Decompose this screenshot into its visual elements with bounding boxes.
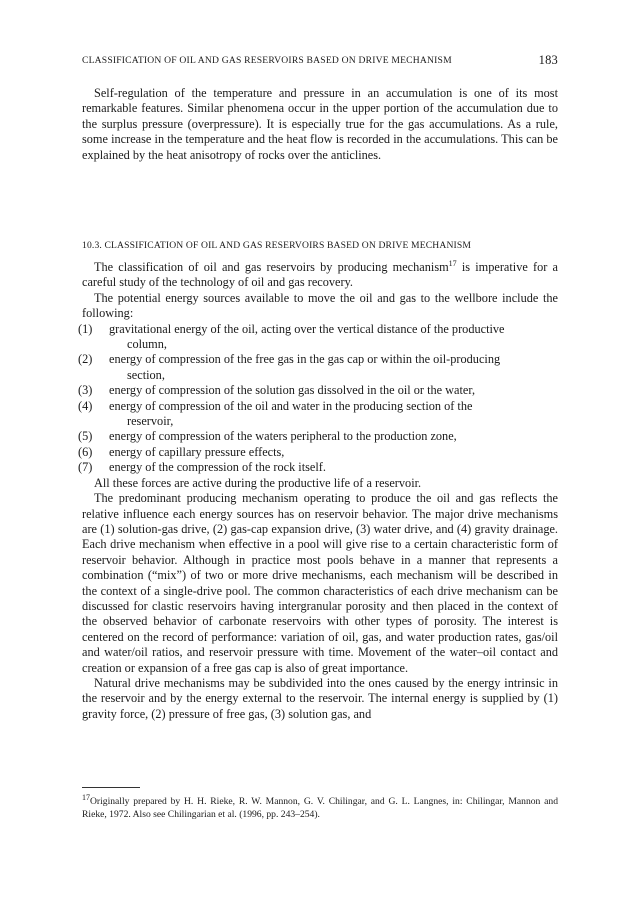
list-item-text: energy of compression of the oil and water in the producing section of the: [109, 398, 473, 413]
energy-source-list: [78, 321, 558, 476]
list-item-number: (3): [78, 383, 93, 398]
list-item-text: energy of the compression of the rock itself.: [109, 460, 326, 475]
footnote: [82, 792, 558, 821]
list-item-text: energy of compression of the free gas in the gas cap or within the oil-producing: [109, 352, 501, 367]
intro-section: [82, 86, 558, 163]
list-item: [78, 429, 558, 444]
list-item: [78, 398, 558, 430]
list-item-number: (5): [78, 429, 93, 444]
paragraph-2: The potential energy sources available to move the oil and gas to the wellbore include the following:: [82, 290, 558, 321]
list-item: [78, 460, 558, 475]
footnote-ref: 17: [448, 258, 457, 268]
list-item: [78, 383, 558, 398]
list-item-text: energy of capillary pressure effects,: [109, 444, 285, 459]
list-item-continuation: column,: [127, 337, 167, 352]
footnote-divider: [82, 787, 140, 788]
paragraph-1-rest: is imperative for a careful study of the technology of oil and gas recovery.: [82, 260, 558, 290]
paragraph-5: Natural drive mechanisms may be subdivided into the ones caused by the energy intrinsic in the reservoir and by the energy external to the reservoir. The internal energy is supplied by (1) gravity force, (2) pressure of free gas, (3) solution gas, and: [82, 675, 558, 721]
page-number: 183: [538, 53, 558, 67]
list-item-number: (6): [78, 444, 93, 459]
list-item-number: (7): [78, 460, 93, 475]
paragraph-1-text: The classification of oil and gas reservoirs by producing mechanism: [94, 260, 449, 274]
section-heading: 10.3. CLASSIFICATION OF OIL AND GAS RESERVOIRS BASED ON DRIVE MECHANISM: [82, 240, 472, 251]
list-item-number: (2): [78, 352, 93, 367]
footnote-marker: 17: [82, 792, 90, 802]
list-item-continuation: section,: [127, 367, 165, 382]
list-item: [78, 321, 558, 353]
intro-paragraph: Self-regulation of the temperature and pressure in an accumulation is one of its most remarkable features. Similar phenomena occur in the upper portion of the accumulation due to the surplus pressure (overpressure). It is especially true for the gas accumulations. As a rule, some increase in the temperature and the heat flow is recorded in the accumulations. This can be explained by the heat anisotropy of rocks over the anticlines.: [82, 86, 558, 162]
list-item: [78, 444, 558, 460]
list-item-text: energy of compression of the solution gas dissolved in the oil or the water,: [109, 383, 476, 398]
footnote-text: Originally prepared by H. H. Rieke, R. W. Mannon, G. V. Chilingar, and G. L. Langnes, in: Chilingar, Mannon and Rieke, 1972. Also see Chilingarian et al. (1996, pp. 243–254).: [82, 796, 558, 820]
paragraph-1: [82, 260, 558, 291]
list-item-number: (4): [78, 398, 93, 413]
paragraph-4: The predominant producing mechanism operating to produce the oil and gas reflects the relative influence each energy sources has on reservoir behavior. The major drive mechanisms are (1) solution-gas drive, (2) gas-cap expansion drive, (3) water drive, and (4) gravity drainage. Each drive mechanism when effective in a pool will give rise to a certain characteristic form of reservoir behavior. Although in practice most pools behave in a manner that represents a combination (“mix”) of two or more drive mechanisms, each mechanism will be described in the context of a single-drive pool. The common characteristics of each drive mechanism can be discussed for clastic reservoirs having intergranular porosity and then placed in the context of the observed behavior of carbonate reservoirs with other types of porosity. The interest is centered on the record of performance: variation of oil, gas, and water production rates, gas/oil and water/oil ratios, and reservoir pressure with time. Movement of the water–oil contact and creation or expansion of a free gas cap is also of great importance.: [82, 491, 558, 675]
list-item-text: gravitational energy of the oil, acting over the vertical distance of the productive: [109, 321, 505, 336]
list-item-text: energy of compression of the waters peripheral to the production zone,: [109, 429, 457, 444]
section-body: [78, 258, 558, 722]
list-item: [78, 352, 558, 383]
running-header-title: CLASSIFICATION OF OIL AND GAS RESERVOIRS BASED ON DRIVE MECHANISM: [82, 55, 452, 66]
paragraph-3: All these forces are active during the productive life of a reservoir.: [94, 475, 422, 490]
list-item-continuation: reservoir,: [127, 414, 174, 429]
list-item-number: (1): [78, 321, 93, 336]
running-header: [82, 55, 558, 69]
